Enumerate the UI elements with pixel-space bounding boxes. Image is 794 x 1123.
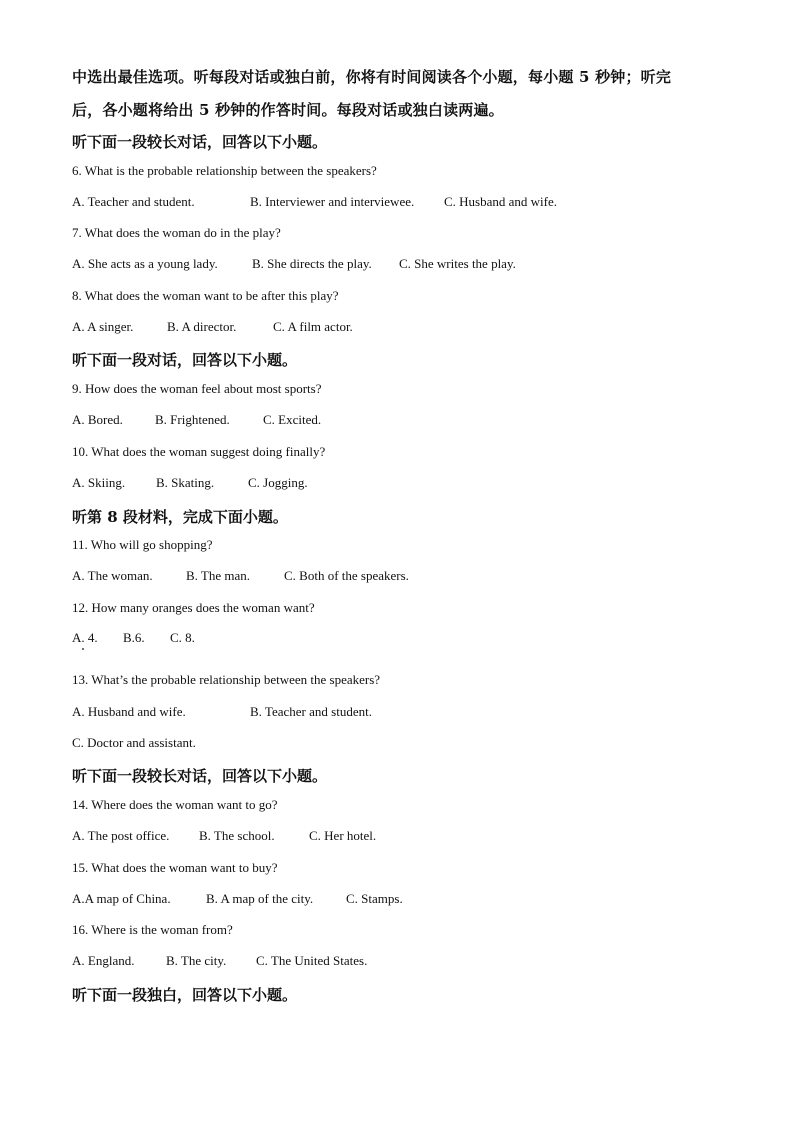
q15-option-b: B. A map of the city. <box>206 891 314 906</box>
stray-mark <box>82 648 84 650</box>
question-16: 16. Where is the woman from? <box>72 922 233 937</box>
q16-option-c: C. The United States. <box>256 953 368 968</box>
section-heading: 听下面一段较长对话，回答以下小题。 <box>72 767 328 785</box>
q9-option-b: B. Frightened. <box>155 412 230 427</box>
q14-option-a: A. The post office. <box>72 828 170 843</box>
q13-option-c: C. Doctor and assistant. <box>72 735 196 750</box>
q6-option-c: C. Husband and wife. <box>444 194 558 209</box>
question-9: 9. How does the woman feel about most sports? <box>72 381 322 396</box>
q13-option-b: B. Teacher and student. <box>250 704 372 719</box>
q10-option-b: B. Skating. <box>156 475 215 490</box>
q16-option-b: B. The city. <box>166 953 227 968</box>
question-10: 10. What does the woman suggest doing finally? <box>72 444 326 459</box>
q8-option-b: B. A director. <box>167 319 237 334</box>
q14-option-b: B. The school. <box>199 828 275 843</box>
question-7: 7. What does the woman do in the play? <box>72 225 281 240</box>
q16-option-a: A. England. <box>72 953 135 968</box>
question-8: 8. What does the woman want to be after this play? <box>72 288 339 303</box>
section-heading: 听第 8 段材料，完成下面小题。 <box>72 508 288 526</box>
q11-option-a: A. The woman. <box>72 568 153 583</box>
q7-option-a: A. She acts as a young lady. <box>72 256 218 271</box>
intro-line-1: 中选出最佳选项。听每段对话或独白前，你将有时间阅读各个小题，每小题 5 秒钟；听完 <box>72 68 672 86</box>
q11-option-c: C. Both of the speakers. <box>284 568 409 583</box>
q15-option-c: C. Stamps. <box>346 891 403 906</box>
question-13: 13. What’s the probable relationship between the speakers? <box>72 672 381 687</box>
q15-option-a: A.A map of China. <box>72 891 171 906</box>
question-6: 6. What is the probable relationship between the speakers? <box>72 163 377 178</box>
section-heading: 听下面一段较长对话，回答以下小题。 <box>72 133 328 151</box>
question-12: 12. How many oranges does the woman want? <box>72 600 315 615</box>
q10-option-c: C. Jogging. <box>248 475 308 490</box>
q8-option-c: C. A film actor. <box>273 319 353 334</box>
q7-option-b: B. She directs the play. <box>252 256 372 271</box>
q10-option-a: A. Skiing. <box>72 475 126 490</box>
q6-option-a: A. Teacher and student. <box>72 194 195 209</box>
section-heading: 听下面一段独白，回答以下小题。 <box>72 986 298 1004</box>
q7-option-c: C. She writes the play. <box>399 256 516 271</box>
q12-option-c: C. 8. <box>170 630 195 645</box>
q6-option-b: B. Interviewer and interviewee. <box>250 194 415 209</box>
q9-option-a: A. Bored. <box>72 412 123 427</box>
q14-option-c: C. Her hotel. <box>309 828 377 843</box>
question-15: 15. What does the woman want to buy? <box>72 860 278 875</box>
q9-option-c: C. Excited. <box>263 412 322 427</box>
section-heading: 听下面一段对话，回答以下小题。 <box>72 351 298 369</box>
q11-option-b: B. The man. <box>186 568 251 583</box>
q12-option-a: A. 4. <box>72 630 98 645</box>
q13-option-a: A. Husband and wife. <box>72 704 186 719</box>
question-14: 14. Where does the woman want to go? <box>72 797 278 812</box>
q12-option-b: B.6. <box>123 630 145 645</box>
question-11: 11. Who will go shopping? <box>72 537 213 552</box>
q8-option-a: A. A singer. <box>72 319 134 334</box>
intro-line-2: 后，各小题将给出 5 秒钟的作答时间。每段对话或独白读两遍。 <box>72 101 504 119</box>
